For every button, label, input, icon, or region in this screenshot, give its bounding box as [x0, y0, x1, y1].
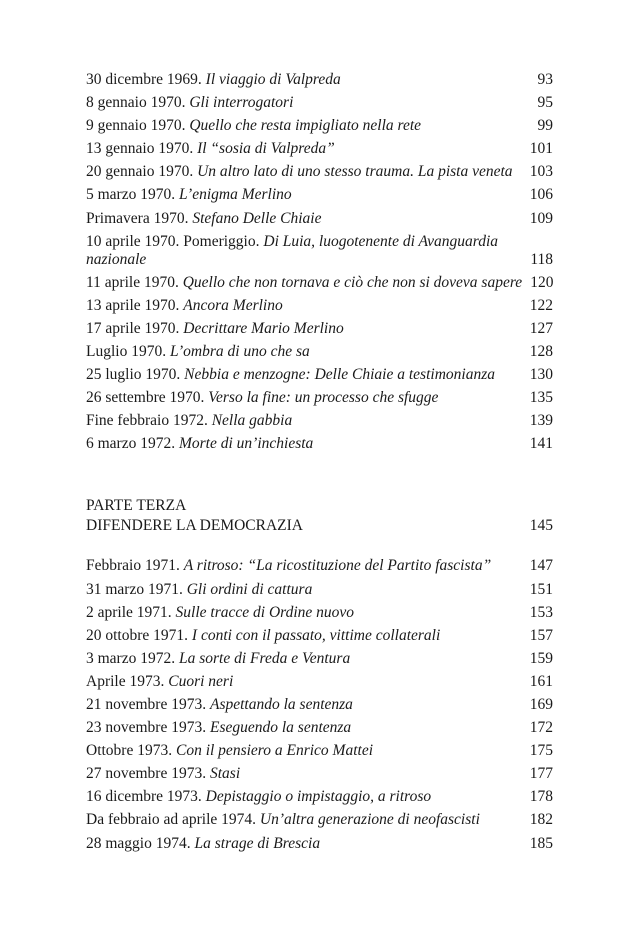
part-heading: [86, 496, 553, 536]
toc-entry-text: [86, 647, 530, 670]
toc-entry[interactable]: [86, 68, 553, 91]
entry-page-number: 153: [529, 603, 553, 621]
entry-title: La sorte di Freda e Ventura: [178, 649, 351, 667]
entry-page-number: 109: [529, 209, 553, 227]
toc-entry[interactable]: [86, 386, 553, 409]
toc-entry-text: [86, 409, 530, 432]
toc-entry[interactable]: [86, 693, 553, 716]
toc-entry[interactable]: [86, 160, 553, 183]
entry-title: Il “sosia di Valpreda”: [197, 140, 335, 158]
entry-date: 13 aprile 1970.: [86, 296, 180, 314]
entry-title: A ritroso: “La ricostituzione del Partito fascista”: [183, 557, 492, 575]
entry-title: Depistaggio o impistaggio, a ritroso: [205, 788, 432, 806]
toc-entry-text: [86, 624, 530, 647]
entry-title: Ancora Merlino: [183, 296, 283, 314]
entry-page-number: 93: [537, 71, 553, 88]
toc-entry[interactable]: [86, 230, 553, 271]
entry-date: 26 settembre 1970.: [86, 389, 205, 407]
entry-date: 25 luglio 1970.: [86, 366, 181, 384]
entry-title: Morte di un’inchiesta: [178, 435, 314, 453]
entry-page-number: 120: [530, 273, 554, 291]
entry-page-number: 122: [529, 296, 553, 314]
entry-date: 9 gennaio 1970.: [86, 117, 186, 135]
entry-page-number: 157: [529, 626, 553, 644]
toc-entry-text: [86, 808, 530, 831]
entry-title: Quello che resta impigliato nella rete: [189, 117, 422, 135]
entry-date: Da febbraio ad aprile 1974.: [86, 811, 257, 829]
entry-title: Quello che non tornava e ciò che non si doveva sapere: [182, 273, 523, 291]
entry-page-number: 172: [529, 719, 553, 737]
toc-entry-text: [86, 183, 530, 206]
entry-page-number: 135: [529, 389, 553, 407]
toc-entry[interactable]: [86, 271, 553, 294]
entry-page-number: 128: [529, 342, 553, 360]
entry-date: Ottobre 1973.: [86, 742, 173, 760]
entry-date: 31 marzo 1971.: [86, 580, 183, 598]
entry-date: 21 novembre 1973.: [86, 695, 207, 713]
entry-title: Stasi: [209, 765, 241, 783]
toc-entry-text: [86, 271, 530, 294]
toc-entry-text: [86, 68, 538, 91]
toc-entry-text: [86, 716, 530, 739]
entry-title: Gli ordini di cattura: [186, 580, 313, 598]
toc-entry-text: [86, 294, 530, 317]
toc-entry[interactable]: [86, 670, 553, 693]
toc-entry-text: [86, 785, 530, 808]
entry-date: 8 gennaio 1970.: [86, 94, 186, 112]
entry-title: Di Luia, luogotenente di Avanguardia nazionale: [86, 232, 499, 268]
toc-entry[interactable]: [86, 578, 553, 601]
entry-page-number: 177: [529, 765, 553, 783]
entry-date: 3 marzo 1972.: [86, 649, 176, 667]
entry-page-number: 175: [529, 742, 553, 760]
toc-entry[interactable]: [86, 432, 553, 455]
entry-title: Nella gabbia: [211, 412, 293, 430]
toc-entry-text: [86, 554, 530, 577]
toc-entry-text: [86, 432, 530, 455]
entry-title: L’ombra di uno che sa: [169, 342, 310, 360]
entry-date: 30 dicembre 1969.: [86, 71, 202, 88]
entry-page-number: 161: [529, 672, 553, 690]
entry-date: 6 marzo 1972.: [86, 435, 176, 453]
table-of-contents: [86, 68, 553, 855]
entry-date: Primavera 1970.: [86, 209, 189, 227]
entry-page-number: 159: [529, 649, 553, 667]
toc-entry-text: [86, 601, 530, 624]
entry-date: Luglio 1970.: [86, 342, 167, 360]
entry-title: La strage di Brescia: [194, 834, 321, 852]
entry-date: 28 maggio 1974.: [86, 834, 191, 852]
toc-entry[interactable]: [86, 647, 553, 670]
entry-title: Un altro lato di uno stesso trauma. La pista veneta: [197, 163, 513, 181]
toc-section-2: [86, 554, 553, 854]
toc-entry[interactable]: [86, 739, 553, 762]
toc-entry-text: [86, 762, 530, 785]
toc-entry[interactable]: [86, 785, 553, 808]
toc-entry-text: [86, 670, 530, 693]
entry-date: 2 aprile 1971.: [86, 603, 172, 621]
toc-entry-text: [86, 137, 530, 160]
entry-date: 13 gennaio 1970.: [86, 140, 194, 158]
toc-entry-text: [86, 832, 530, 855]
entry-page-number: 118: [530, 250, 553, 268]
entry-date: 20 gennaio 1970.: [86, 163, 194, 181]
entry-page-number: 101: [529, 140, 553, 158]
toc-entry-text: [86, 91, 538, 114]
toc-entry[interactable]: [86, 91, 553, 114]
entry-page-number: 130: [529, 366, 553, 384]
toc-entry[interactable]: [86, 716, 553, 739]
entry-title: Cuori neri: [168, 672, 234, 690]
toc-entry-text: [86, 160, 530, 183]
entry-date: 23 novembre 1973.: [86, 719, 207, 737]
entry-title: Nebbia e menzogne: Delle Chiaie a testimonianza: [184, 366, 495, 384]
entry-date: 10 aprile 1970. Pomeriggio.: [86, 232, 260, 250]
entry-date: Febbraio 1971.: [86, 557, 180, 575]
toc-entry-text: [86, 363, 530, 386]
toc-entry-text: [86, 693, 530, 716]
part-label: PARTE TERZA: [86, 497, 187, 515]
entry-title: L’enigma Merlino: [178, 186, 292, 204]
entry-date: Fine febbraio 1972.: [86, 412, 208, 430]
entry-title: Un’altra generazione di neofascisti: [259, 811, 480, 829]
entry-title: Stefano Delle Chiaie: [192, 209, 322, 227]
toc-entry-text: [86, 739, 530, 762]
entry-date: 20 ottobre 1971.: [86, 626, 189, 644]
entry-page-number: 103: [529, 163, 553, 181]
toc-entry[interactable]: [86, 294, 553, 317]
entry-page-number: 127: [529, 319, 553, 337]
entry-title: Con il pensiero a Enrico Mattei: [175, 742, 374, 760]
toc-entry[interactable]: [86, 317, 553, 340]
part-page-number: 145: [529, 517, 553, 535]
toc-entry-text: [86, 230, 530, 271]
toc-entry-text: [86, 114, 538, 137]
entry-title: Gli interrogatori: [189, 94, 294, 112]
entry-page-number: 151: [529, 580, 553, 598]
entry-page-number: 169: [529, 695, 553, 713]
toc-entry[interactable]: [86, 183, 553, 206]
entry-page-number: 95: [537, 94, 553, 112]
toc-entry[interactable]: [86, 409, 553, 432]
entry-page-number: 139: [529, 412, 553, 430]
toc-entry[interactable]: [86, 207, 553, 230]
entry-title: Sulle tracce di Ordine nuovo: [175, 603, 355, 621]
entry-date: 16 dicembre 1973.: [86, 788, 202, 806]
entry-date: 17 aprile 1970.: [86, 319, 180, 337]
entry-title: Il viaggio di Valpreda: [205, 71, 341, 88]
entry-date: 27 novembre 1973.: [86, 765, 207, 783]
part-title: DIFENDERE LA DEMOCRAZIA: [86, 517, 303, 535]
toc-entry[interactable]: [86, 554, 553, 577]
entry-page-number: 99: [537, 117, 553, 135]
entry-page-number: 106: [529, 186, 553, 204]
toc-entry[interactable]: [86, 114, 553, 137]
toc-entry[interactable]: [86, 340, 553, 363]
toc-section-1: [86, 68, 553, 455]
entry-title: Eseguendo la sentenza: [209, 719, 352, 737]
toc-entry[interactable]: [86, 601, 553, 624]
toc-entry[interactable]: [86, 137, 553, 160]
entry-date: 5 marzo 1970.: [86, 186, 176, 204]
entry-page-number: 178: [529, 788, 553, 806]
entry-page-number: 185: [529, 834, 553, 852]
toc-entry[interactable]: [86, 832, 553, 855]
toc-entry[interactable]: [86, 624, 553, 647]
entry-title: Decrittare Mario Merlino: [183, 319, 344, 337]
entry-title: I conti con il passato, vittime collaterali: [191, 626, 441, 644]
toc-entry-text: [86, 386, 530, 409]
toc-entry[interactable]: [86, 808, 553, 831]
entry-page-number: 147: [529, 557, 553, 575]
entry-date: 11 aprile 1970.: [86, 273, 179, 291]
toc-entry-text: [86, 578, 530, 601]
entry-title: Aspettando la sentenza: [209, 695, 353, 713]
toc-entry[interactable]: [86, 762, 553, 785]
entry-page-number: 141: [529, 435, 553, 453]
entry-title: Verso la fine: un processo che sfugge: [208, 389, 439, 407]
toc-entry-text: [86, 317, 530, 340]
toc-entry[interactable]: [86, 363, 553, 386]
entry-date: Aprile 1973.: [86, 672, 165, 690]
toc-entry-text: [86, 207, 530, 230]
entry-page-number: 182: [529, 811, 553, 829]
toc-entry-text: [86, 340, 530, 363]
